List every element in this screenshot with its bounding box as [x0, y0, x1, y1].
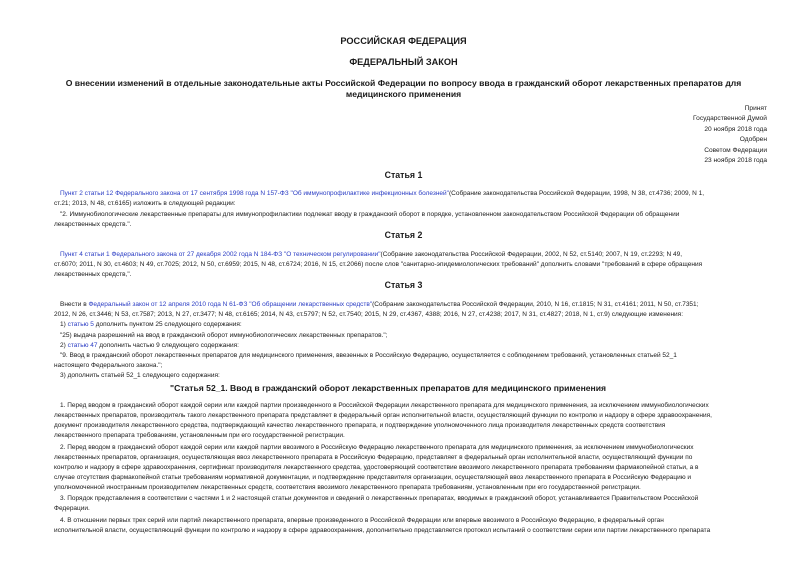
article-3-intro: [60, 300, 767, 310]
article-3-intro-rest: (Собрание законодательства Российской Федерации, 2010, N 16, ст.1815; N 31, ст.4161; 2011, N 50, ст.7351;: [372, 301, 699, 308]
article-1-text: [60, 189, 767, 199]
article-52-1-heading: "Статья 52_1. Ввод в гражданский оборот лекарственных препаратов для медицинского применения: [170, 383, 607, 393]
adoption-line: Государственной Думой: [693, 115, 767, 123]
article-1-link[interactable]: Пункт 2 статьи 12 Федерального закона от 17 сентября 1998 года N 157-ФЗ "Об иммунопрофилактике инфекционных болезней": [60, 190, 449, 197]
article-3-link[interactable]: Федеральный закон от 12 апреля 2010 года N 61-ФЗ "Об обращении лекарственных средств": [88, 301, 373, 308]
article-5-link[interactable]: статью 5: [67, 321, 94, 328]
article-3-intro-pre: Внести в: [60, 301, 89, 308]
item-number: 1): [60, 321, 68, 328]
art52-p3-line: Федерации.: [54, 505, 90, 512]
article-3-intro-line-2: 2012, N 26, ст.3446; N 53, ст.7587; 2013, N 27, ст.3477; N 48, ст.6165; 2014, N 43, ст.5797; N 52, ст.7540; 2015, N 29, ст.4367, 4388; 2016, N 27, ст.4238; 2017, N 31, ст.4827; 2018, N 1, ст.9) следующие изменения:: [54, 311, 684, 318]
article-1-rest: (Собрание законодательства Российской Федерации, 1998, N 38, ст.4736; 2009, N 1,: [448, 190, 705, 197]
art52-p3-line: 3. Порядок представления в соответствии с частями 1 и 2 настоящей статьи документов и сведений о лекарственных препаратах, вводимых в гражданский оборот, устанавливается Правительством Российской: [60, 495, 699, 502]
article-3-item-3: 3) дополнить статьей 52_1 следующего содержания:: [60, 372, 220, 379]
law-title-line-2: медицинского применения: [345, 89, 462, 99]
article-47-link[interactable]: статью 47: [67, 342, 98, 349]
art52-p1-line: лекарственного препарата требованиям, установленным при его государственной регистрации.: [54, 432, 345, 439]
law-title: [40, 78, 767, 100]
article-1-line-2: ст.21; 2013, N 48, ст.6165) изложить в следующей редакции:: [54, 200, 236, 207]
art52-p1-line: документ производителя лекарственного средства, подтверждающий качество лекарственного препарата, и подтверждение уполномоченного лица производителя лекарственных средств соответствия: [54, 422, 666, 429]
art52-p4-line: 4. В отношении первых трех серий или партий лекарственного препарата, впервые произведенного в Российской Федерации или впервые ввозимого в Российскую Федерацию, в федеральный орган: [60, 517, 664, 524]
article-3-item-2-quote-1: "9. Ввод в гражданский оборот лекарственных препаратов для медицинского применения, ввезенных в Российскую Федерацию, осуществляется с соблюдением требований, установленных статьей 52_1: [60, 352, 677, 359]
adoption-info: [693, 104, 767, 166]
item-text: дополнить пунктом 25 следующего содержания:: [93, 321, 242, 328]
country-heading: РОССИЙСКАЯ ФЕДЕРАЦИЯ: [340, 36, 467, 46]
adoption-line: Советом Федерации: [704, 146, 767, 154]
art52-p2-line: уполномоченной иностранным производителем лекарственных средств, соответствия ввозимого лекарственного препарата требованиям, установленным при его государственной регистрации.: [54, 484, 641, 491]
article-3-heading: Статья 3: [384, 280, 423, 290]
art52-p2-line: лекарственных препаратов, организация, осуществляющая ввоз лекарственного препарата в Российскую Федерацию, представляет в федеральный орган исполнительной власти, осуществляющий функции по: [54, 454, 693, 461]
art52-p2-line: случае отсутствия фармакопейной статьи требованиям нормативной документации, и подтверждение представителя организации, осуществляющей ввоз лекарственного препарата в Российскую Федерацию и: [54, 474, 692, 481]
art52-p2-line: 2. Перед вводом в гражданский оборот каждой серии или каждой партии ввозимого в Российскую Федерацию лекарственного препарата для медицинского применения, за исключением иммунобиологических: [60, 444, 694, 451]
item-number: 2): [60, 342, 68, 349]
law-type-heading: ФЕДЕРАЛЬНЫЙ ЗАКОН: [349, 57, 458, 67]
article-1-heading: Статья 1: [384, 170, 423, 180]
article-2-link[interactable]: Пункт 4 статьи 1 Федерального закона от 27 декабря 2002 года N 184-ФЗ "О техническом регулировании": [60, 251, 381, 258]
art52-p1-line: лекарственных препаратов, производитель такого лекарственного препарата представляет в федеральный орган исполнительной власти, осуществляющий функции по контролю и надзору в сфере здравоохранения,: [54, 412, 712, 419]
article-1-quote-1: "2. Иммунобиологические лекарственные препараты для иммунопрофилактики подлежат вводу в гражданский оборот в порядке, установленном законодательством Российской Федерации об обращении: [60, 211, 680, 218]
article-1-quote-2: лекарственных средств.".: [54, 221, 132, 228]
law-title-line-1: О внесении изменений в отдельные законодательные акты Российской Федерации по вопросу ввода в гражданский оборот лекарственных препаратов для: [65, 78, 742, 88]
article-2-line-2: ст.6070; 2011, N 30, ст.4603; N 49, ст.7025; 2012, N 50, ст.6959; 2015, N 48, ст.6724; 2016, N 15, ст.2066) после слов "санитарно-эпидемиологических требований" дополнить словами "требований в сфере обращения: [54, 261, 703, 268]
adoption-line: 20 ноября 2018 года: [704, 125, 767, 133]
article-3-item-1: [60, 320, 767, 330]
adoption-line: 23 ноября 2018 года: [704, 157, 767, 165]
article-3-item-1-quote: "25) выдача разрешений на ввод в гражданский оборот иммунобиологических лекарственных препаратов.";: [60, 332, 388, 339]
art52-p4-line: исполнительной власти, осуществляющий функции по контролю и надзору в сфере здравоохранения, дополнительно представляется протокол испытаний о соответствии серии или партии лекарственного препарата: [54, 527, 711, 534]
art52-p1-line: 1. Перед вводом в гражданский оборот каждой серии или каждой партии произведенного в Российской Федерации лекарственного препарата для медицинского применения, за исключением иммунобиологических: [60, 402, 709, 409]
article-2-line-3: лекарственных средств,".: [54, 271, 132, 278]
article-2-text: [60, 250, 767, 260]
article-2-heading: Статья 2: [384, 230, 423, 240]
item-text: дополнить частью 9 следующего содержания:: [97, 342, 239, 349]
adoption-line: Одобрен: [739, 136, 767, 144]
article-2-rest: (Собрание законодательства Российской Федерации, 2002, N 52, ст.5140; 2007, N 19, ст.2293; N 49,: [380, 251, 683, 258]
article-3-item-2: [60, 341, 767, 351]
art52-p2-line: контролю и надзору в сфере здравоохранения, сертификат производителя лекарственного средства, удостоверяющий соответствие ввозимого лекарственного препарата требованиям фармакопейной статьи, а в: [54, 464, 699, 471]
article-3-item-2-quote-2: настоящего Федерального закона.";: [54, 362, 163, 369]
adoption-line: Принят: [744, 105, 767, 112]
